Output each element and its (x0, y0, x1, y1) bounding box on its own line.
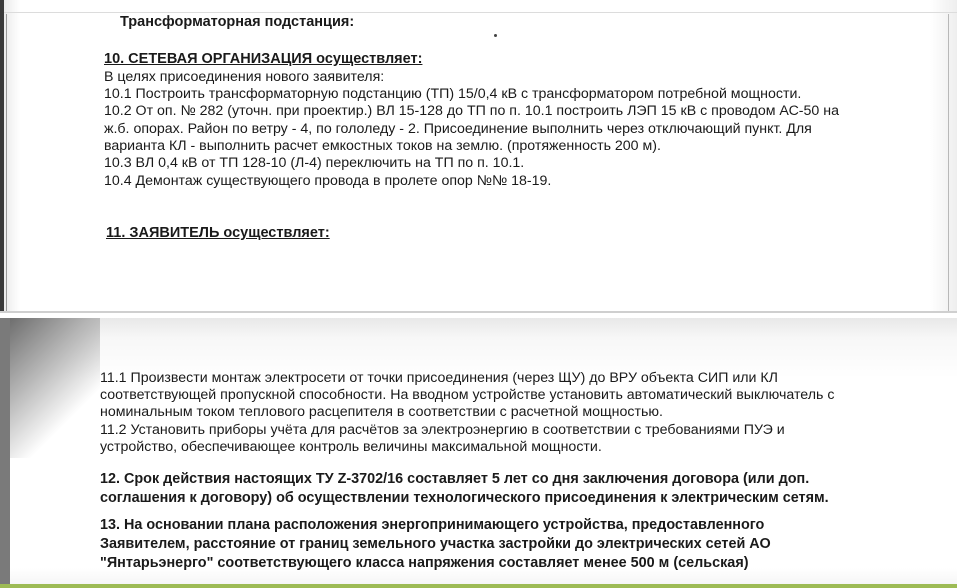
scan-edge (0, 584, 957, 588)
text-line: 11.2 Установить приборы учёта для расчётов за электроэнергию в соответствии с требованиями ПУЭ и (100, 422, 785, 438)
scan-edge (6, 14, 7, 313)
text-line: номинальным током теплового расцепителя в соответствии с расчетной мощностью. (100, 404, 663, 420)
scan-edge (0, 12, 957, 13)
scan-edge (0, 311, 957, 313)
text-line: соглашения к договору) об осуществлении технологического присоединения к электрическим сетям. (100, 490, 829, 506)
section-title: Трансформаторная подстанция: (120, 14, 355, 30)
document-scan-bottom (0, 318, 957, 588)
scan-edge (948, 14, 949, 313)
text-line: 12. Срок действия настоящих ТУ Z-3702/16 составляет 5 лет со дня заключения договора (или доп. (100, 471, 810, 487)
heading-10: 10. СЕТЕВАЯ ОРГАНИЗАЦИЯ осуществляет: (104, 51, 423, 67)
text-line: варианта КЛ - выполнить расчет емкостных токов на землю. (протяженность 200 м). (104, 138, 661, 154)
text-line: "Янтарьэнерго" соответствующего класса напряжения составляет менее 500 м (сельская) (100, 555, 749, 571)
text-line: ж.б. опорах. Район по ветру - 4, по гололеду - 2. Присоединение выполнить через отключающий пункт. Для (104, 121, 812, 137)
text-line: Заявителем, расстояние от границ земельного участка застройки до электрических сетей АО (100, 536, 771, 552)
heading-11: 11. ЗАЯВИТЕЛЬ осуществляет: (106, 225, 330, 241)
text-line: соответствующей пропускной способности. На вводном устройстве установить автоматический выключатель с (100, 387, 835, 403)
text-line: 10.1 Построить трансформаторную подстанцию (ТП) 15/0,4 кВ с трансформатором потребной мощности. (104, 86, 802, 102)
scan-edge (0, 318, 10, 588)
scan-speck (494, 34, 497, 37)
text-line: 13. На основании плана расположения энергопринимающего устройства, предоставленного (100, 517, 765, 533)
text-line: 10.2 От оп. № 282 (уточн. при проектир.) ВЛ 15-128 до ТП по п. 10.1 построить ЛЭП 15 кВ с проводом АС-50 на (104, 103, 839, 119)
text-line: 10.4 Демонтаж существующего провода в пролете опор №№ 18-19. (104, 173, 552, 189)
scan-shadow (10, 318, 100, 458)
intro-line: В целях присоединения нового заявителя: (104, 69, 385, 85)
scan-edge (0, 0, 4, 313)
text-line: 10.3 ВЛ 0,4 кВ от ТП 128-10 (Л-4) переключить на ТП по п. 10.1. (104, 155, 525, 171)
text-line: 11.1 Произвести монтаж электросети от точки присоединения (через ЩУ) до ВРУ объекта СИП или КЛ (100, 370, 778, 386)
text-line: устройство, обеспечивающее контроль величины максимальной мощности. (100, 439, 602, 455)
